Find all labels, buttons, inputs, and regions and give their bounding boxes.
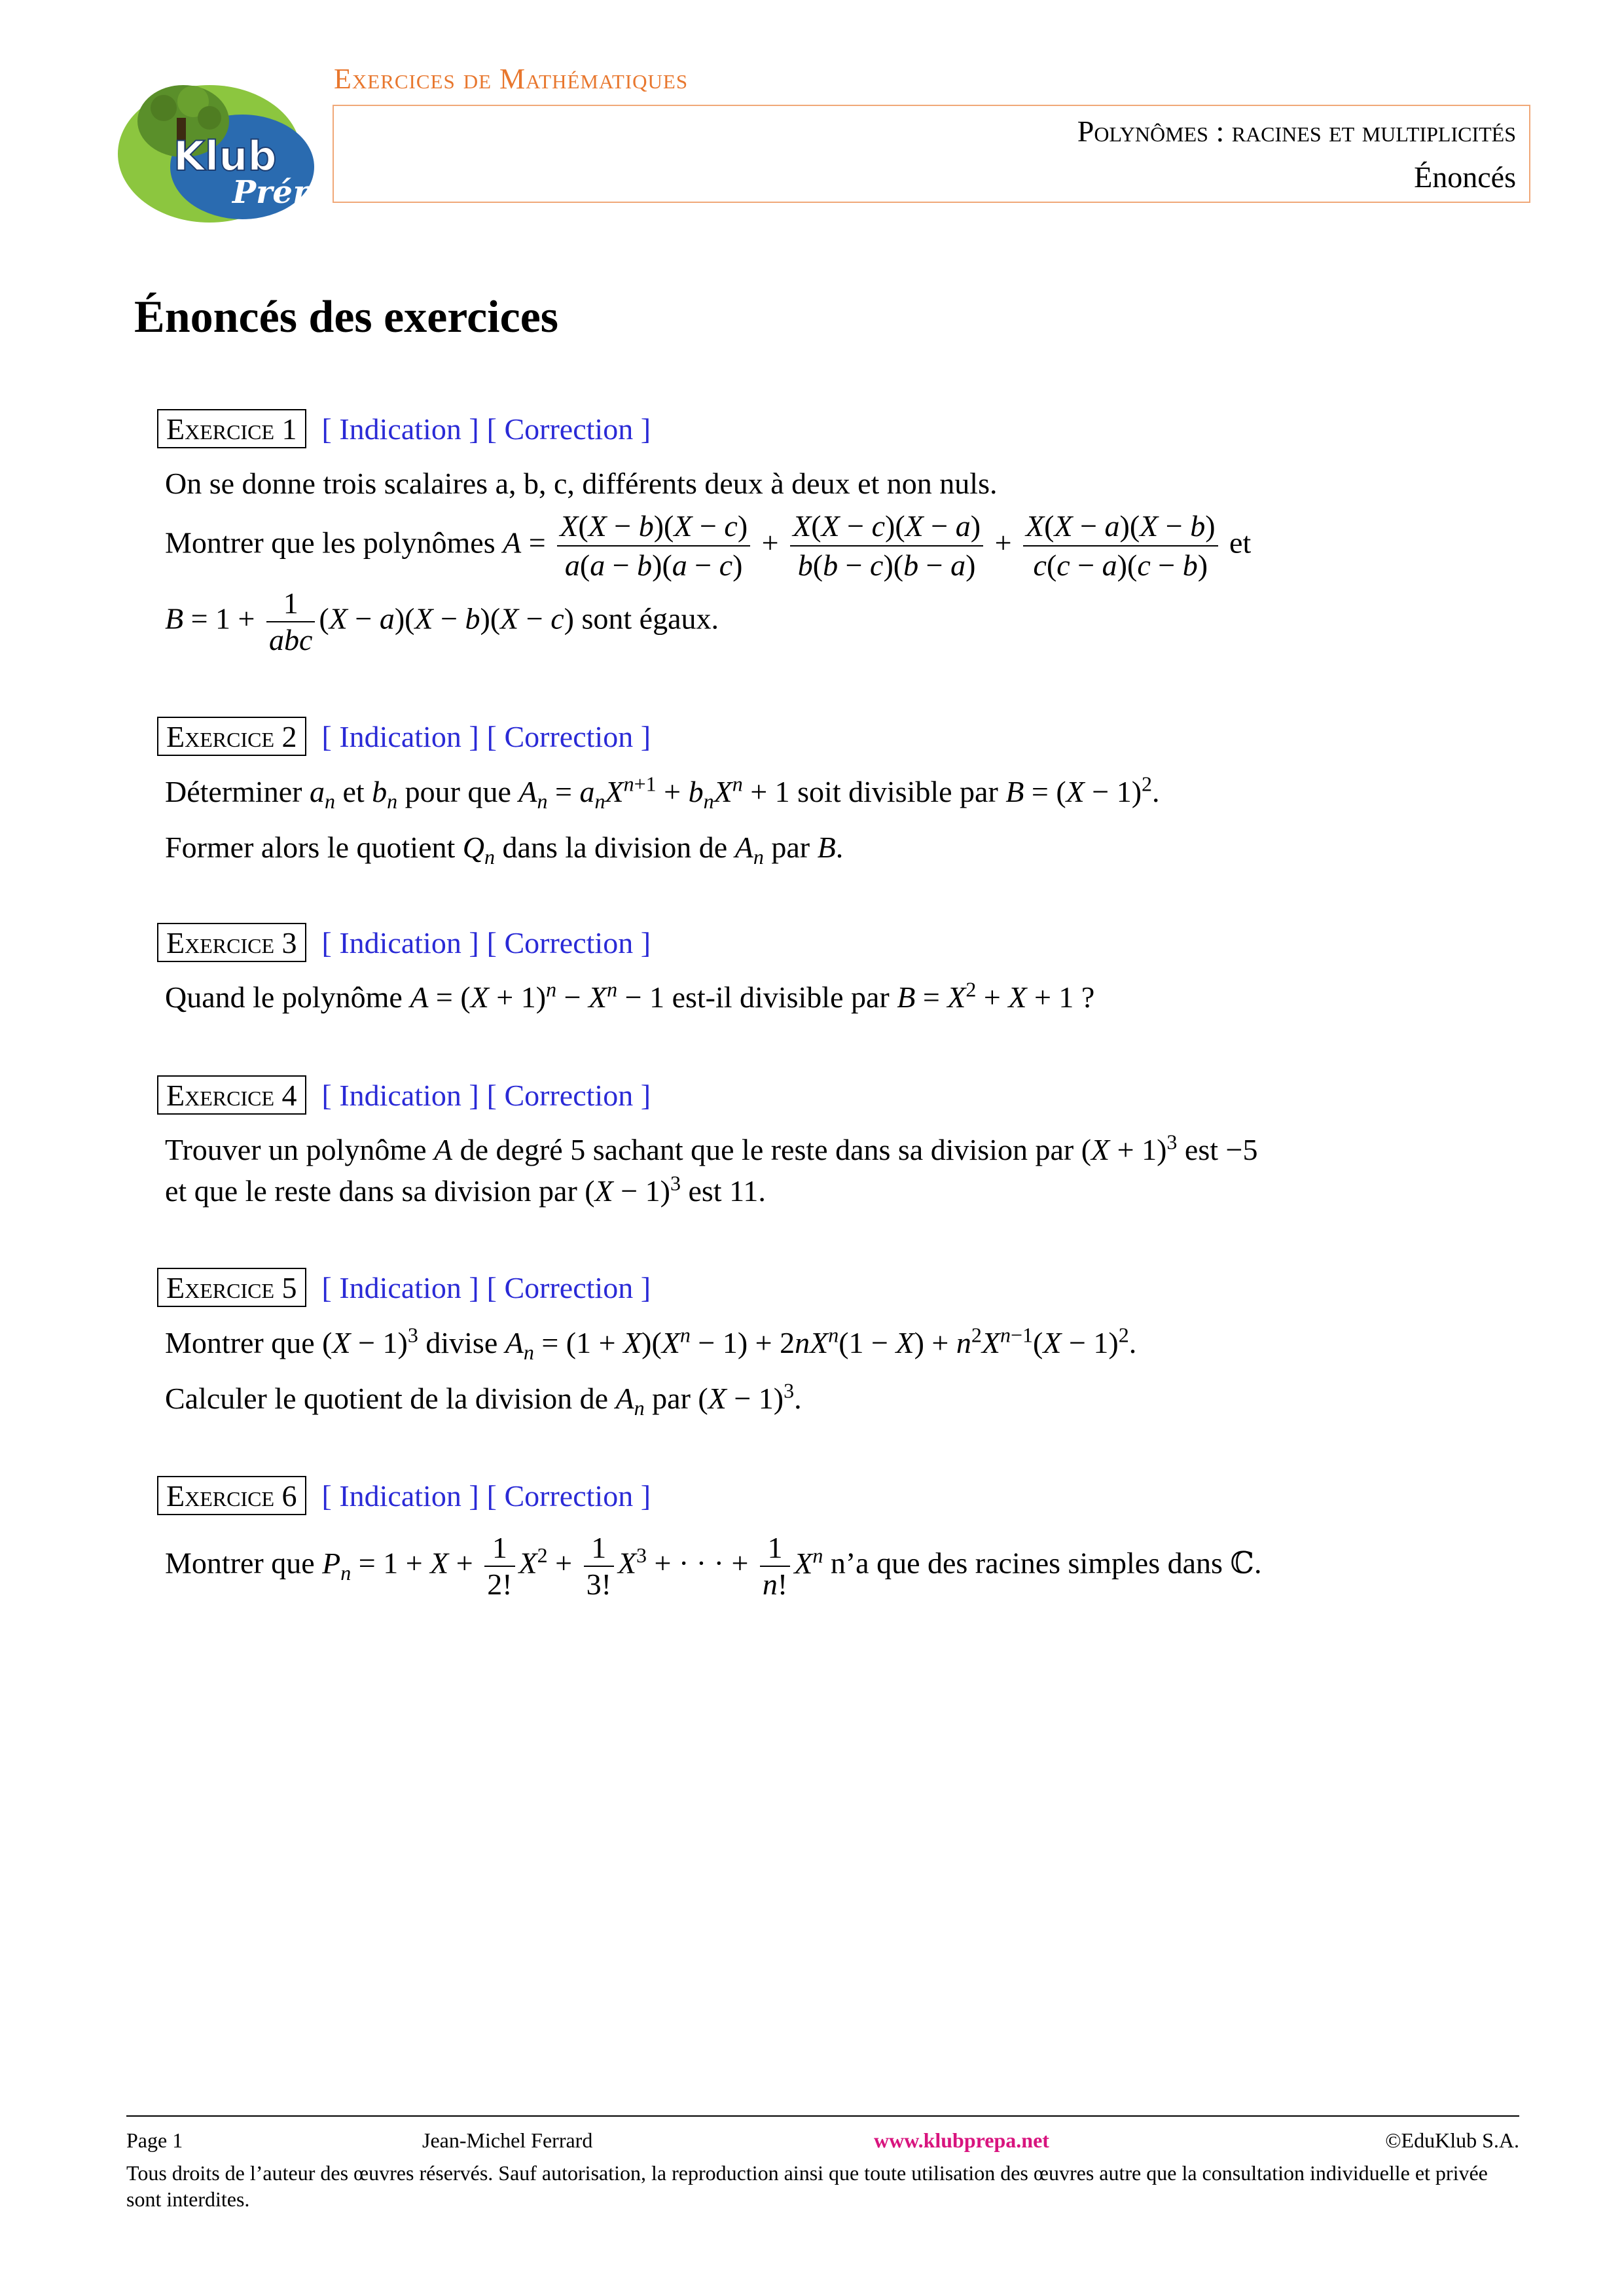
indication-link[interactable]: [ Indication ] [321,719,479,753]
exercise-6-line-1: Montrer que $P_n = 1 + X$ + $\frac{1}{2!}$ $X^2$ + $\frac{1}{3!}$ $X^3$ + · · · + $\frac{1}{n!}$ $X^n$ n’a que des racines simples dans ℂ. [165,1531,1262,1601]
exercise-6-header [157,1476,651,1515]
exercise-label: Exercice 5 [157,1268,306,1307]
logo-text-bottom: Prépa [232,174,335,211]
exercise-1-line-2: Montrer que les polynômes A = $\frac{X(X - b)(X - c)}{a(a - b)(a - c)}$ + $\frac{X(X - c)(X - a)}{b(b - c)(b - a)}$ + $\frac{X(X - a)(X - b)}{c(c - a)(c - b)}$ et [165,507,1251,584]
exercise-5-line-1: Montrer que $(X - 1)^3$ divise $A_n = (1 + X)(X^n - 1) + 2nX^n(1 - X) + n^2X^{n-1}(X - 1)^2$. [165,1323,1137,1365]
footer-page: Page 1 [126,2128,183,2152]
header-subtitle: Énoncés [1414,160,1516,194]
exercise-3-line-1: Quand le polynôme $A = (X + 1)^n - X^n - 1$ est-il divisible par $B = X^2 + X + 1$ ? [165,977,1095,1014]
correction-link[interactable]: [ Correction ] [486,1479,651,1513]
exercise-2-line-2: Former alors le quotient $Q_n$ dans la division de $A_n$ par B. [165,831,844,869]
fraction: $\frac{X(X - b)(X - c)}{a(a - b)(a - c)}$ [557,507,750,584]
indication-link[interactable]: [ Indication ] [321,925,479,960]
fraction: $\frac{1}{n!}$ [760,1530,790,1602]
exercise-4-line-1: Trouver un polynôme A de degré 5 sachant que le reste dans sa division par $(X + 1)^3$ est −5 [165,1130,1258,1166]
footer-author: Jean-Michel Ferrard [422,2128,593,2152]
indication-link[interactable]: [ Indication ] [321,1078,479,1112]
exercise-label: Exercice 1 [157,409,306,448]
header-title: Exercices de Mathématiques [334,63,689,95]
logo-text-top: Klub [173,132,277,180]
exercise-1-header [157,409,651,448]
correction-link[interactable]: [ Correction ] [486,719,651,753]
correction-link[interactable]: [ Correction ] [486,925,651,960]
fraction: $\frac{1}{3!}$ [584,1530,614,1602]
exercise-4-line-2: et que le reste dans sa division par $(X - 1)^3$ est 11. [165,1171,766,1208]
correction-link[interactable]: [ Correction ] [486,1078,651,1112]
correction-link[interactable]: [ Correction ] [486,412,651,446]
exercise-label: Exercice 2 [157,717,306,756]
exercise-5-line-2: Calculer le quotient de la division de $A_n$ par $(X - 1)^3$. [165,1378,802,1420]
correction-link[interactable]: [ Correction ] [486,1270,651,1304]
footer-rights: Tous droits de l’auteur des œuvres réservés. Sauf autorisation, la reproduction ainsi que toute utilisation des œuvres autre que la consultation individuelle et privée sont interdites. [126,2161,1488,2211]
exercise-label: Exercice 6 [157,1476,306,1515]
exercise-1-line-1: On se donne trois scalaires a, b, c, différents deux à deux et non nuls. [165,467,998,500]
footer-rule [126,2115,1519,2117]
section-title: Énoncés des exercices [134,292,559,342]
fraction: $\frac{1}{\text{abc}}$ [266,586,315,658]
indication-link[interactable]: [ Indication ] [321,1270,479,1304]
fraction: $\frac{X(X - a)(X - b)}{c(c - a)(c - b)}$ [1023,507,1218,584]
fraction: $\frac{X(X - c)(X - a)}{b(b - c)(b - a)}$ [790,507,983,584]
fraction: $\frac{1}{2!}$ [484,1530,514,1602]
footer-site-link[interactable]: www.klubprepa.net [874,2128,1049,2152]
exercise-4-header [157,1075,651,1115]
exercise-5-header [157,1268,651,1307]
indication-link[interactable]: [ Indication ] [321,1479,479,1513]
header-box [333,105,1530,203]
exercise-3-header [157,923,651,962]
chapter-title: Polynômes : racines et multiplicités [1077,115,1516,148]
exercise-label: Exercice 4 [157,1075,306,1115]
exercise-2-header [157,717,651,756]
exercise-1-line-3: B = 1 + $\frac{1}{\text{abc}}$ (X − a)(X − b)(X − c) sont égaux. [165,586,719,656]
klubprepa-logo [111,56,335,226]
footer-copyright: ©EduKlub S.A. [1385,2128,1519,2152]
exercise-label: Exercice 3 [157,923,306,962]
exercise-2-line-1: Déterminer $a_n$ et $b_n$ pour que $A_n = a_nX^{n+1} + b_nX^n + 1$ soit divisible par $B = (X - 1)^2$. [165,772,1160,814]
indication-link[interactable]: [ Indication ] [321,412,479,446]
